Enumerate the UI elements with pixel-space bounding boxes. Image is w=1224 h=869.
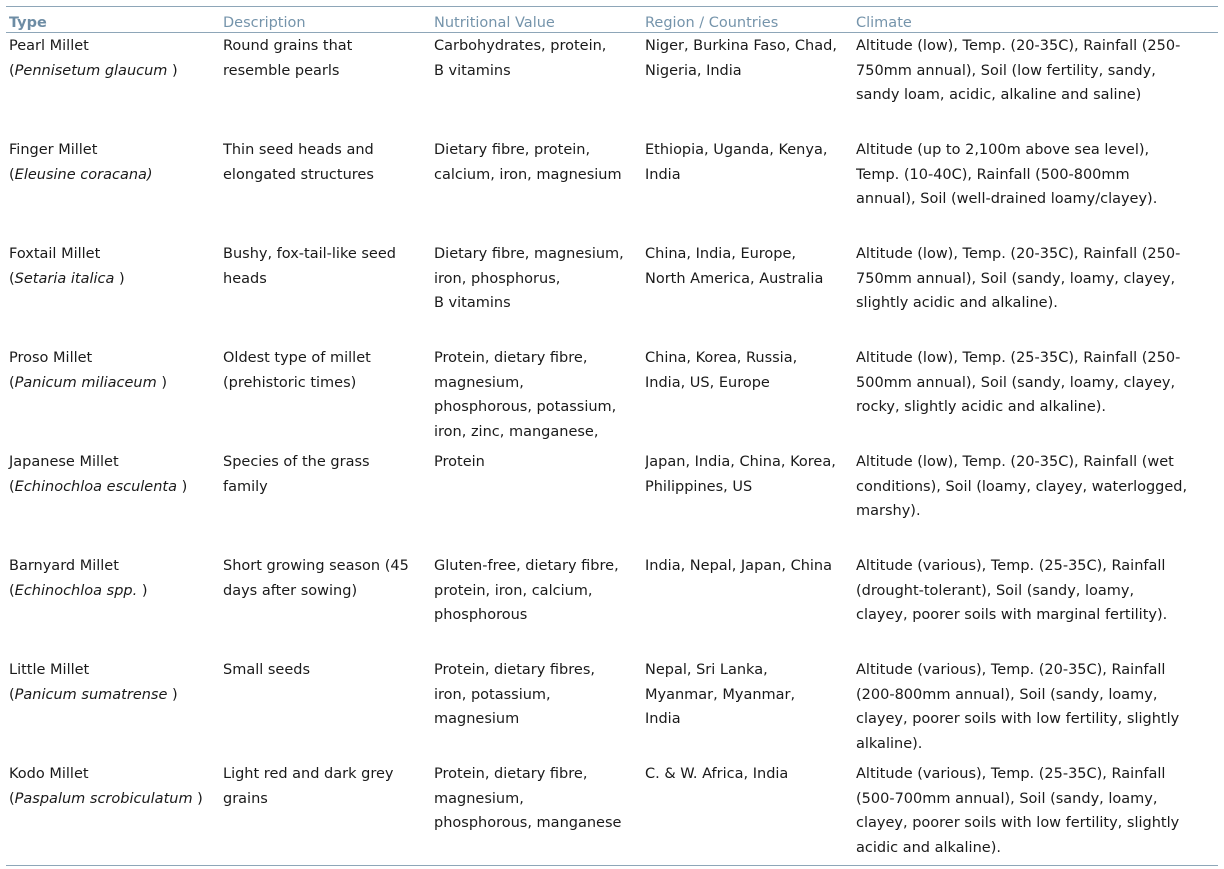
scientific-name-text: Panicum sumatrense: [14, 686, 168, 703]
cell-region: [645, 657, 856, 761]
nutrition-line: iron, phosphorus,: [434, 270, 561, 287]
description-line: Light red and dark grey: [223, 766, 394, 782]
nutrition-line: iron, potassium,: [434, 686, 551, 703]
header-type: Type: [9, 15, 47, 31]
table-row: [6, 449, 1218, 553]
cell-type: [6, 33, 223, 137]
cell-description: [223, 761, 434, 865]
table-row: [6, 761, 1218, 865]
cell-type: [6, 553, 223, 657]
nutrition-line: phosphorous, manganese: [434, 815, 622, 832]
cell-region: [645, 345, 856, 449]
climate-line: Altitude (low), Temp. (25-35C), Rainfall (250-: [856, 350, 1181, 366]
region-line: North America, Australia: [645, 270, 824, 287]
millet-name: Japanese Millet: [9, 454, 119, 470]
millet-name: Pearl Millet: [9, 38, 89, 54]
climate-line: Altitude (various), Temp. (25-35C), Rainfall: [856, 766, 1166, 782]
table-row: [6, 137, 1218, 241]
region-line: China, Korea, Russia,: [645, 350, 798, 366]
cell-climate: [856, 449, 1218, 553]
cell-region: [645, 449, 856, 553]
nutrition-line: Protein, dietary fibres,: [434, 662, 595, 678]
region-line: Nigeria, India: [645, 62, 742, 79]
scientific-name-paren: ): [192, 790, 203, 807]
cell-description: [223, 241, 434, 345]
climate-line: Altitude (various), Temp. (25-35C), Rainfall: [856, 558, 1166, 574]
climate-line: (500-700mm annual), Soil (sandy, loamy,: [856, 790, 1158, 807]
cell-climate: [856, 761, 1218, 865]
nutrition-line: Gluten-free, dietary fibre,: [434, 558, 619, 574]
region-line: Philippines, US: [645, 478, 753, 495]
millet-name: Foxtail Millet: [9, 246, 101, 262]
cell-climate: [856, 553, 1218, 657]
scientific-name-paren: ): [177, 478, 188, 495]
description-line: heads: [223, 270, 267, 287]
cell-nutrition: [434, 345, 645, 449]
description-line: resemble pearls: [223, 62, 340, 79]
climate-line: clayey, poorer soils with marginal fertility).: [856, 607, 1168, 624]
nutrition-line: B vitamins: [434, 295, 511, 312]
description-line: family: [223, 478, 268, 495]
table-body: [6, 33, 1218, 865]
scientific-name-paren: (: [9, 62, 15, 79]
nutrition-line: Protein, dietary fibre,: [434, 350, 588, 366]
cell-region: [645, 33, 856, 137]
scientific-name-paren: (: [9, 166, 15, 183]
cell-type: [6, 345, 223, 449]
region-line: Myanmar, Myanmar,: [645, 686, 796, 703]
scientific-name-text: Setaria italica: [14, 270, 115, 287]
header-climate: Climate: [856, 15, 912, 31]
climate-line: sandy loam, acidic, alkaline and saline): [856, 87, 1142, 104]
cell-climate: [856, 657, 1218, 761]
scientific-name: [9, 59, 223, 84]
region-line: Japan, India, China, Korea,: [645, 454, 836, 470]
climate-line: Altitude (low), Temp. (20-35C), Rainfall (250-: [856, 38, 1181, 54]
cell-description: [223, 345, 434, 449]
scientific-name: [9, 579, 223, 604]
nutrition-line: calcium, iron, magnesium: [434, 166, 622, 183]
climate-line: slightly acidic and alkaline).: [856, 295, 1058, 312]
scientific-name-paren: ): [156, 374, 168, 391]
climate-line: (200-800mm annual), Soil (sandy, loamy,: [856, 686, 1158, 703]
description-line: Species of the grass: [223, 454, 370, 470]
scientific-name: [9, 475, 223, 500]
scientific-name-paren: (: [9, 582, 15, 599]
climate-line: clayey, poorer soils with low fertility, slightly: [856, 815, 1180, 832]
nutrition-line: Carbohydrates, protein,: [434, 38, 607, 54]
climate-line: rocky, slightly acidic and alkaline).: [856, 399, 1107, 416]
cell-climate: [856, 137, 1218, 241]
description-line: Oldest type of millet: [223, 350, 371, 366]
climate-line: 750mm annual), Soil (low fertility, sandy,: [856, 62, 1156, 79]
region-line: India: [645, 166, 681, 183]
scientific-name-paren: ): [167, 62, 178, 79]
cell-nutrition: [434, 33, 645, 137]
scientific-name-paren: (: [9, 790, 15, 807]
table-row: [6, 553, 1218, 657]
climate-line: alkaline).: [856, 736, 923, 753]
cell-description: [223, 553, 434, 657]
scientific-name-text: Paspalum scrobiculatum: [14, 790, 193, 807]
cell-description: [223, 657, 434, 761]
cell-region: [645, 553, 856, 657]
description-line: elongated structures: [223, 166, 374, 183]
description-line: days after sowing): [223, 582, 358, 599]
scientific-name: [9, 163, 223, 188]
nutrition-line: Dietary fibre, magnesium,: [434, 246, 624, 262]
cell-region: [645, 241, 856, 345]
nutrition-line: Dietary fibre, protein,: [434, 142, 591, 158]
nutrition-line: iron, zinc, manganese,: [434, 424, 599, 441]
table-row: [6, 345, 1218, 449]
table-row: [6, 657, 1218, 761]
region-line: C. & W. Africa, India: [645, 766, 789, 782]
table-row: [6, 241, 1218, 345]
climate-line: (drought-tolerant), Soil (sandy, loamy,: [856, 582, 1135, 599]
climate-line: marshy).: [856, 503, 921, 520]
region-line: India, US, Europe: [645, 374, 770, 391]
scientific-name: [9, 371, 223, 396]
cell-nutrition: [434, 553, 645, 657]
cell-nutrition: [434, 241, 645, 345]
nutrition-line: phosphorous: [434, 607, 528, 624]
millet-name: Barnyard Millet: [9, 558, 119, 574]
climate-line: Altitude (low), Temp. (20-35C), Rainfall (wet: [856, 454, 1174, 470]
millet-name: Proso Millet: [9, 350, 93, 366]
cell-climate: [856, 33, 1218, 137]
millet-table: [6, 6, 1218, 866]
nutrition-line: phosphorous, potassium,: [434, 399, 617, 416]
scientific-name: [9, 787, 223, 812]
scientific-name: [9, 267, 223, 292]
description-line: Round grains that: [223, 38, 353, 54]
climate-line: Altitude (up to 2,100m above sea level),: [856, 142, 1150, 158]
nutrition-line: magnesium: [434, 711, 520, 728]
scientific-name: [9, 683, 223, 708]
region-line: Niger, Burkina Faso, Chad,: [645, 38, 837, 54]
region-line: Nepal, Sri Lanka,: [645, 662, 768, 678]
header-description: Description: [223, 15, 306, 31]
table-header: [6, 7, 1218, 33]
scientific-name-text: Echinochloa spp.: [14, 582, 138, 599]
region-line: China, India, Europe,: [645, 246, 797, 262]
climate-line: conditions), Soil (loamy, clayey, waterlogged,: [856, 478, 1188, 495]
description-line: grains: [223, 790, 268, 807]
cell-type: [6, 137, 223, 241]
scientific-name-paren: (: [9, 686, 15, 703]
climate-line: acidic and alkaline).: [856, 840, 1001, 857]
cell-region: [645, 761, 856, 865]
scientific-name-text: Pennisetum glaucum: [14, 62, 168, 79]
nutrition-line: magnesium,: [434, 374, 524, 391]
millet-name: Finger Millet: [9, 142, 98, 158]
cell-nutrition: [434, 137, 645, 241]
scientific-name-paren: (: [9, 478, 15, 495]
scientific-name-text: Panicum miliaceum: [14, 374, 157, 391]
nutrition-line: protein, iron, calcium,: [434, 582, 593, 599]
climate-line: Temp. (10-40C), Rainfall (500-800mm: [856, 166, 1130, 183]
cell-climate: [856, 345, 1218, 449]
scientific-name-paren: ): [114, 270, 125, 287]
climate-line: 500mm annual), Soil (sandy, loamy, clayey,: [856, 374, 1176, 391]
cell-description: [223, 33, 434, 137]
description-line: Bushy, fox-tail-like seed: [223, 246, 396, 262]
cell-region: [645, 137, 856, 241]
nutrition-line: B vitamins: [434, 62, 511, 79]
cell-climate: [856, 241, 1218, 345]
cell-type: [6, 657, 223, 761]
table-row: [6, 33, 1218, 137]
description-line: Thin seed heads and: [223, 142, 374, 158]
climate-line: Altitude (low), Temp. (20-35C), Rainfall (250-: [856, 246, 1181, 262]
region-line: India, Nepal, Japan, China: [645, 558, 832, 574]
cell-nutrition: [434, 657, 645, 761]
description-line: Small seeds: [223, 662, 311, 678]
scientific-name-paren: ): [167, 686, 178, 703]
climate-line: annual), Soil (well-drained loamy/clayey).: [856, 191, 1158, 208]
climate-line: 750mm annual), Soil (sandy, loamy, clayey,: [856, 270, 1176, 287]
region-line: India: [645, 711, 681, 728]
cell-type: [6, 761, 223, 865]
nutrition-line: Protein, dietary fibre,: [434, 766, 588, 782]
nutrition-line: Protein: [434, 454, 485, 470]
scientific-name-paren: (: [9, 374, 15, 391]
header-region: Region / Countries: [645, 15, 779, 31]
cell-type: [6, 241, 223, 345]
millet-name: Kodo Millet: [9, 766, 89, 782]
description-line: Short growing season (45: [223, 558, 409, 574]
millet-name: Little Millet: [9, 662, 90, 678]
climate-line: Altitude (various), Temp. (20-35C), Rainfall: [856, 662, 1166, 678]
nutrition-line: magnesium,: [434, 790, 524, 807]
cell-type: [6, 449, 223, 553]
scientific-name-paren: ): [137, 582, 148, 599]
cell-description: [223, 137, 434, 241]
description-line: (prehistoric times): [223, 374, 357, 391]
header-nutritional-value: Nutritional Value: [434, 15, 555, 31]
scientific-name-paren: (: [9, 270, 15, 287]
cell-nutrition: [434, 761, 645, 865]
region-line: Ethiopia, Uganda, Kenya,: [645, 142, 828, 158]
scientific-name-text: Eleusine coracana): [14, 166, 153, 183]
cell-nutrition: [434, 449, 645, 553]
cell-description: [223, 449, 434, 553]
scientific-name-text: Echinochloa esculenta: [14, 478, 177, 495]
climate-line: clayey, poorer soils with low fertility, slightly: [856, 711, 1180, 728]
